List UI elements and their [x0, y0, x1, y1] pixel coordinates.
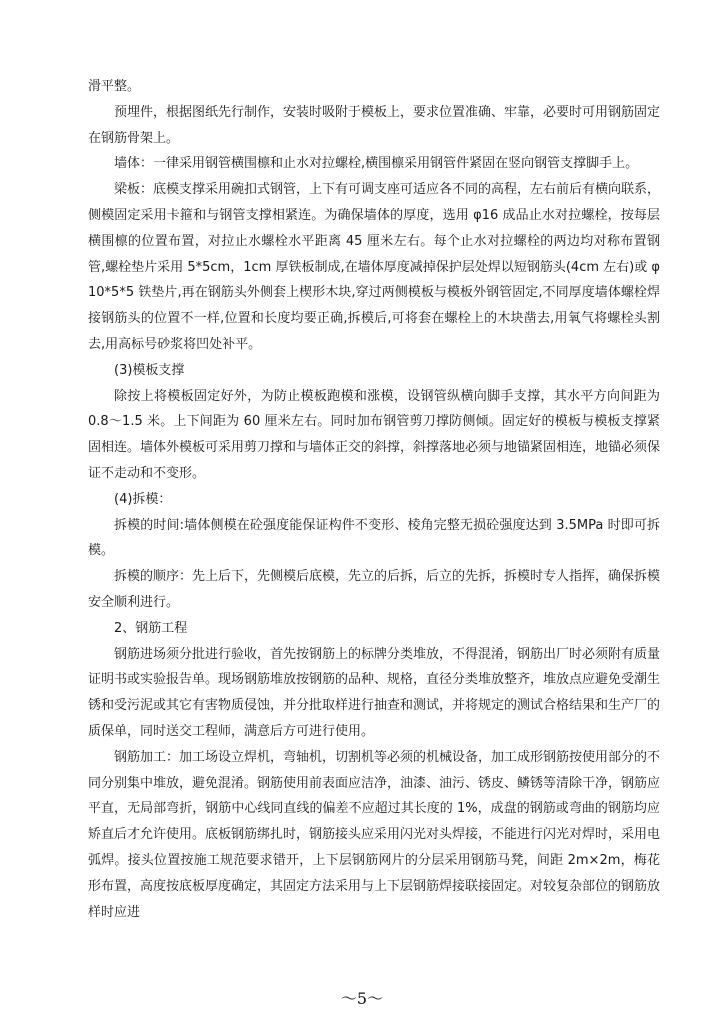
paragraph: 钢筋加工：加工场设立焊机，弯轴机，切割机等必须的机械设备，加工成形钢筋按使用部分的不同分别集中堆放，避免混淆。钢筋使用前表面应洁净，油漆、油污、锈皮、鳞锈等清除干净，钢筋应平直，无局部弯折，钢筋中心线同直线的偏差不应超过其长度的 1%，成盘的钢筋或弯曲的钢筋均应矫直后才允许使用。底板钢筋绑扎时，钢筋接头应采用闪光对头焊接，不能进行闪光对焊时，采用电弧焊。接头位置按施工规范要求错开，上下层钢筋网片的分层采用钢筋马凳，间距 2m×2m，梅花形布置，高度按底板厚度确定，其固定方法采用与上下层钢筋焊接联接固定。对较复杂部位的钢筋放样时应进 — [88, 749, 661, 920]
paragraph: 拆模的时间:墙体侧模在砼强度能保证构件不变形、棱角完整无损砼强度达到 3.5MPa 时即可拆模。 — [88, 517, 660, 559]
paragraph: (3)模板支撑 — [114, 362, 185, 378]
page-number: ～5～ — [340, 989, 384, 1008]
paragraph: 滑平整。 — [88, 79, 141, 94]
paragraph: 墙体：一律采用钢管横围檩和止水对拉螺栓,横围檩采用钢管件紧固在竖向钢管支撑脚手上。 — [114, 156, 639, 172]
document-body — [88, 74, 660, 925]
paragraph: 预埋件，根据图纸先行制作，安装时吸附于模板上，要求位置准确、牢靠，必要时可用钢筋固定在钢筋骨架上。 — [88, 104, 661, 146]
paragraph: 除按上将模板固定好外，为防止模板跑模和涨模，设钢管纵横向脚手支撑，其水平方向间距为 0.8～1.5 米。上下间距为 60 厘米左右。同时加布钢管剪刀撑防侧倾。固定好的模板与模板支撑紧固相连。墙体外模板可采用剪刀撑和与墙体正交的斜撑，斜撑落地必须与地锚紧固相连，地锚必须保证不走动和不变形。 — [88, 388, 661, 481]
paragraph: 钢筋进场须分批进行验收，首先按钢筋上的标牌分类堆放，不得混淆，钢筋出厂时必须附有质量证明书或实验报告单。现场钢筋堆放按钢筋的品种、规格，直径分类堆放整齐，堆放点应避免受潮生锈和受污泥或其它有害物质侵蚀，并分批取样进行抽查和测试，并将规定的测试合格结果和生产厂的质保单，同时送交工程师，满意后方可进行使用。 — [88, 646, 661, 739]
paragraph: 2、钢筋工程 — [114, 620, 188, 636]
paragraph: 拆模的顺序：先上后下，先侧模后底模，先立的后拆，后立的先拆，拆模时专人指挥，确保拆模安全顺利进行。 — [88, 569, 661, 610]
paragraph: 梁板：底模支撑采用碗扣式钢管，上下有可调支座可适应各不同的高程，左右前后有横向联系，侧模固定采用卡箍和与钢管支撑相紧连。为确保墙体的厚度，选用 φ16 成品止水对拉螺栓，按每层横围檩的位置布置，对拉止水螺栓水平距离 45 厘米左右。每个止水对拉螺栓的两边均对称布置钢管,螺栓垫片采用 5*5cm，1cm 厚铁板制成,在墙体厚度减掉保护层处焊以短钢筋头(4cm 左右)或 φ10*5*5 铁垫片,再在钢筋头外侧套上楔形木块,穿过两侧模板与模板外钢管固定,不同厚度墙体螺栓焊接钢筋头的位置不一样,位置和长度均要正确,拆模后,可将套在螺栓上的木块凿去,用氧气将螺栓头割去,用高标号砂浆将凹处补平。 — [88, 182, 661, 352]
paragraph: (4)拆模： — [114, 491, 172, 507]
